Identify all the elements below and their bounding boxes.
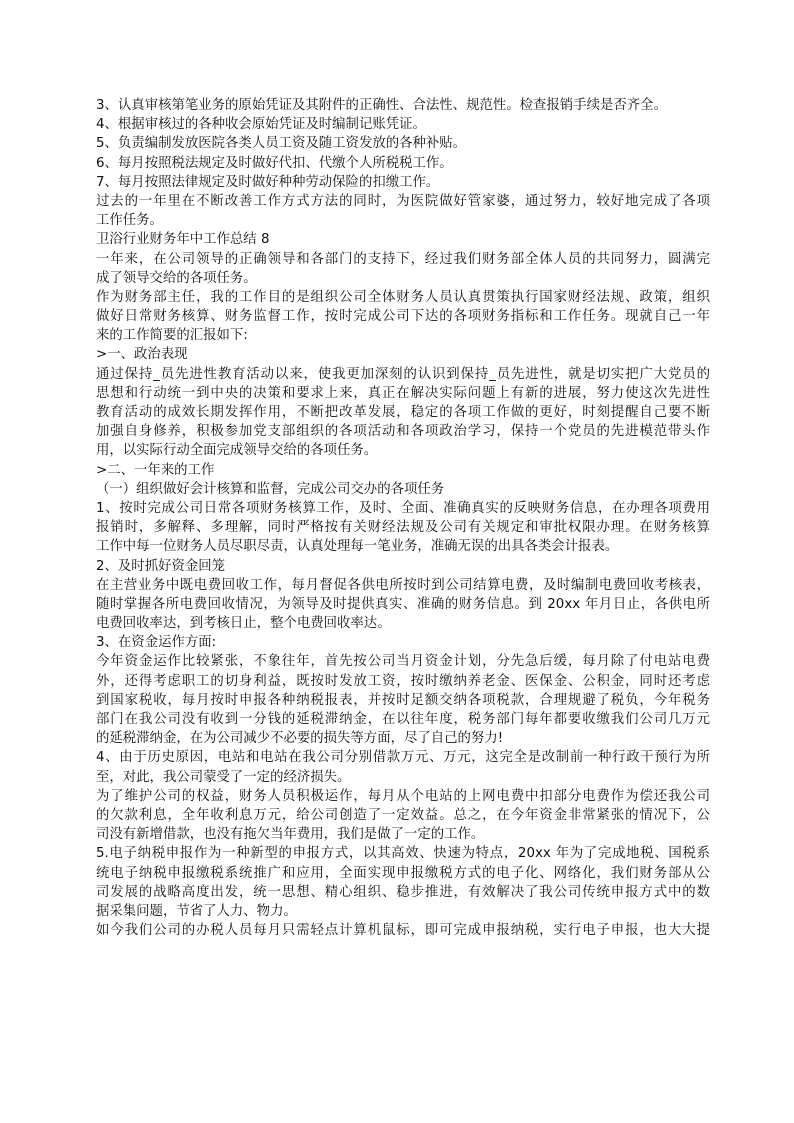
text-line: 如今我们公司的办税人员每月只需轻点计算机鼠标，即可完成申报纳税，实行电子申报，也大大提	[96, 923, 710, 939]
text-line: 来的工作简要的汇报如下:	[96, 328, 248, 344]
text-line: 4、根据审核过的各种收会原始凭证及时编制记账凭证。	[96, 117, 426, 133]
text-line: 司没有新增借款，也没有拖欠当年费用，我们是做了一定的工作。	[96, 827, 485, 843]
text-line: 至，对此，我公司蒙受了一定的经济损失。	[96, 769, 351, 785]
text-line: >二、一年来的工作	[96, 462, 215, 478]
text-line: 成了领导交给的各项任务。	[96, 270, 257, 286]
text-line: 通过保持_员先进性教育活动以来，使我更加深刻的认识到保持_员先进性，就是切实把广大党员的	[96, 366, 710, 382]
text-line: >一、政治表现	[96, 347, 188, 363]
text-line: 作为财务部主任，我的工作目的是组织公司全体财务人员认真贯策执行国家财经法规、政策，组织	[96, 289, 710, 305]
text-line: 4、由于历史原因，电站和电站在我公司分别借款万元、万元，这完全是改制前一种行政干预行为所	[96, 750, 710, 766]
text-line: 统电子纳税申报缴税系统推广和应用，全面实现申报缴税方式的电子化、网络化，我们财务部从公	[96, 865, 710, 881]
text-line: 3、在资金运作方面:	[96, 635, 217, 651]
text-line: 报销时，多解释、多理解，同时严格按有关财经法规及公司有关规定和审批权限办理。在财务核算	[96, 520, 710, 536]
text-line: 外，还得考虑职工的切身利益，既按时发放工资，按时缴纳养老金、医保金、公积金，同时还考虑	[96, 673, 710, 689]
text-line: 据采集问题，节省了人力、物力。	[96, 903, 297, 919]
text-line: 今年资金运作比较紧张，不象往年，首先按公司当月资金计划，分先急后缓，每月除了付电站电费	[96, 654, 710, 670]
text-line: 在主营业务中既电费回收工作，每月督促各供电所按时到公司结算电费，及时编制电费回收考核表，	[96, 577, 710, 593]
text-line: 过去的一年里在不断改善工作方式方法的同时，为医院做好管家婆，通过努力，较好地完成了各项	[96, 193, 710, 209]
text-line: 5、负责编制发放医院各类人员工资及随工资发放的各种补贴。	[96, 136, 467, 152]
text-line: 为了维护公司的权益，财务人员积极运作，每月从个电站的上网电费中扣部分电费作为偿还我公司	[96, 788, 710, 804]
text-line: 加强自身修养，积极参加党支部组织的各项活动和各项政治学习，保持一个党员的先进模范带头作	[96, 424, 710, 440]
text-line: 的欠款利息，全年收利息万元，给公司创造了一定效益。总之，在今年资金非常紧张的情况下，公	[96, 807, 710, 823]
text-line: 工作任务。	[96, 213, 163, 229]
text-line: 的延税滞纳金，在为公司减少不必要的损失等方面，尽了自己的努力!	[96, 731, 504, 747]
text-line: 电费回收率达，到考核日止，整个电费回收率达。	[96, 616, 391, 632]
text-line: 用，以实际行动全面完成领导交给的各项任务。	[96, 443, 378, 459]
text-line: 7、每月按照法律规定及时做好种种劳动保险的扣缴工作。	[96, 174, 440, 190]
text-line: 1、按时完成公司日常各项财务核算工作，及时、全面、准确真实的反映财务信息，在办理各项费用	[96, 500, 710, 516]
text-line: 一年来，在公司领导的正确领导和各部门的支持下，经过我们财务部全体人员的共同努力，圆满完	[96, 251, 710, 267]
text-line: 到国家税收，每月按时申报各种纳税报表，并按时足额交纳各项税款，合理规避了税负，今年税务	[96, 692, 710, 708]
text-line: 教育活动的成效长期发挥作用，不断把改革发展，稳定的各项工作做的更好，时刻提醒自己要不断	[96, 405, 710, 420]
text-line: 思想和行动统一到中央的决策和要求上来，真正在解决实际问题上有新的进展，努力使这次先进性	[96, 385, 710, 401]
text-line: 部门在我公司没有收到一分钱的延税滞纳金，在以往年度，税务部门每年都要收缴我们公司几万元	[96, 712, 710, 727]
text-line: （一）组织做好会计核算和监督，完成公司交办的各项任务	[96, 481, 445, 497]
text-line: 卫浴行业财务年中工作总结 8	[96, 232, 270, 248]
text-line: 做好日常财务核算、财务监督工作，按时完成公司下达的各项财务指标和工作任务。现就自己一年	[96, 309, 710, 325]
text-line: 3、认真审核第笔业务的原始凭证及其附件的正确性、合法性、规范性。检查报销手续是否齐全。	[96, 98, 667, 113]
text-line: 工作中每一位财务人员尽职尽责，认真处理每一笔业务，准确无误的出具各类会计报表。	[96, 539, 619, 555]
text-line: 6、每月按照税法规定及时做好代扣、代缴个人所税税工作。	[96, 155, 453, 171]
text-line: 2、及时抓好资金回笼	[96, 558, 226, 574]
text-line: 司发展的战略高度出发，统一思想、精心组织、稳步推进，有效解决了我公司传统申报方式中的数	[96, 884, 710, 900]
text-line: 5.电子纳税申报作为一种新型的申报方式，以其高效、快速为特点，20xx 年为了完成地税、国税系	[96, 846, 710, 862]
text-line: 随时掌握各所电费回收情况，为领导及时提供真实、准确的财务信息。到 20xx 年月日止，各供电所	[96, 596, 710, 612]
